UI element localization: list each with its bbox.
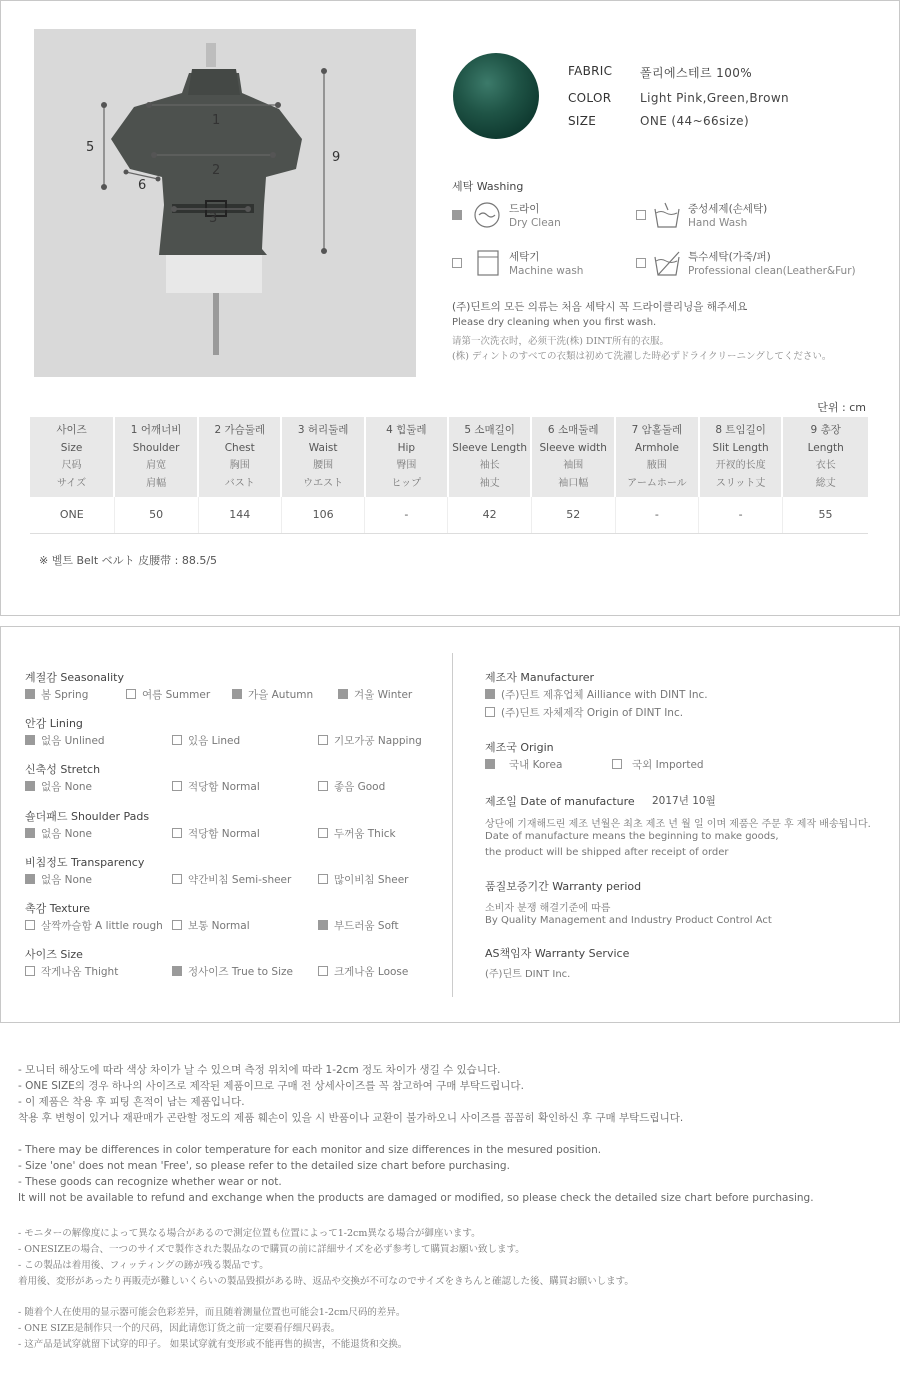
checkbox [338, 689, 348, 699]
notice-ko-line: - 모니터 해상도에 따라 색상 차이가 날 수 있으며 측정 위치에 따라 1-2cm 정도 차이가 생길 수 있습니다. [18, 1064, 501, 1076]
manufacturer-title: 제조자 Manufacturer [485, 671, 595, 684]
option-label: 봄 Spring [41, 689, 89, 701]
wash-item-en: Dry Clean [509, 217, 561, 229]
header-line: 胸围 [229, 460, 250, 471]
size-unit: 단위 : cm [817, 401, 866, 414]
product-photo [34, 29, 416, 377]
option-label: 부드러움 Soft [334, 920, 399, 932]
professional-clean-checkbox [636, 258, 646, 268]
size-table-header [30, 417, 868, 497]
column-divider [452, 653, 453, 997]
option-label: 국내 Korea [509, 759, 563, 771]
table-cell: - [699, 497, 783, 533]
attribute-option [318, 918, 399, 933]
dry-clean-checkbox [452, 210, 462, 220]
header-line: Armhole [634, 441, 679, 454]
wash-note-cn: 请第一次洗衣时，必须干洗(株) DINT所有的衣服。 [452, 336, 669, 347]
option-label: 적당함 Normal [188, 827, 260, 840]
option-label: 있음 Lined [188, 735, 241, 748]
manufacture-date-line: Date of manufacture means the beginning to make goods, [485, 831, 779, 842]
option-label: 살짝까슬함 A little rough [41, 920, 163, 932]
attribute-option [172, 964, 293, 979]
fabric-label: FABRIC [568, 64, 613, 78]
attribute-option [126, 687, 210, 702]
notice-ko-line: - 이 제품은 착용 후 피팅 흔적이 남는 제품입니다. [18, 1096, 245, 1108]
attribute-option [338, 687, 412, 702]
wash-item-ko: 드라이 [509, 203, 540, 215]
header-line: Shoulder [132, 441, 180, 454]
as-service-value: (주)딘트 DINT Inc. [485, 969, 571, 980]
attribute-option [172, 826, 260, 841]
wash-item-en: Machine wash [509, 265, 584, 277]
header-line: 腋围 [646, 460, 667, 471]
attribute-option [25, 687, 88, 702]
checkbox [25, 735, 35, 745]
notice-jp-line: 着用後、変形があったり再販売が難しいくらいの製品毀損がある時、返品や交換が不可なのでサイズをきちんと確認した後、購買お願いします。 [18, 1276, 634, 1287]
header-line: サイズ [56, 477, 87, 489]
notice-ko-line: - ONE SIZE의 경우 하나의 사이즈로 제작된 제품이므로 구매 전 상세사이즈를 꼭 참고하여 구매 부탁드립니다. [18, 1080, 524, 1092]
attribute-title: 신축성 Stretch [25, 763, 101, 777]
machine-wash-checkbox [452, 258, 462, 268]
attribute-title: 계절감 Seasonality [25, 671, 124, 684]
header-line: Sleeve Length [452, 441, 527, 454]
option-label: (주)딘트 자체제작 Origin of DINT Inc. [501, 707, 684, 719]
checkbox [25, 874, 35, 884]
attribute-option [232, 687, 313, 702]
header-line: 1 어깨너비 [130, 424, 182, 436]
checkbox [25, 781, 35, 791]
size-table-header-cell [448, 417, 532, 497]
notice-cn-line: - 随着个人在使用的显示器可能会色彩差异，而且随着测量位置也可能会1-2cm尺码的差异。 [18, 1307, 406, 1318]
notice-cn-line: - 这产品是试穿就留下试穿的印子。 如果试穿就有变形或不能再售的损害，不能退货和交换。 [18, 1339, 408, 1350]
checkbox [25, 920, 35, 930]
option-label: 두꺼움 Thick [334, 827, 396, 840]
wash-item-hand-wash [688, 202, 767, 230]
header-line: 사이즈 [56, 424, 87, 436]
option-label: 좋음 Good [334, 781, 386, 794]
notice-jp-line: - ONESIZEの場合、一つのサイズで製作された製品なので購買の前に詳細サイズを必ず参考して購買お願い致します。 [18, 1244, 525, 1255]
header-line: 7 암홀둘레 [631, 424, 683, 436]
option-label: 많이비침 Sheer [334, 873, 409, 886]
hand-wash-icon [652, 201, 682, 229]
header-line: 开衩的长度 [715, 460, 766, 471]
wash-item-en: Professional clean(Leather&Fur) [688, 265, 856, 277]
warranty-line: By Quality Management and Industry Product Control Act [485, 915, 772, 926]
checkbox [485, 689, 495, 699]
professional-clean-icon [652, 249, 682, 277]
header-line: 腰围 [313, 460, 334, 471]
checkbox [25, 966, 35, 976]
measure-label-5: 5 [86, 140, 95, 155]
checkbox [485, 707, 495, 717]
manufacture-date-title: 제조일 Date of manufacture [485, 795, 635, 808]
manufacturer-option-origin [485, 705, 683, 720]
measure-label-6: 6 [138, 178, 147, 193]
attribute-title: 숄더패드 Shoulder Pads [25, 809, 150, 823]
option-label: 없음 None [41, 827, 93, 840]
checkbox [318, 828, 328, 838]
header-line: Sleeve width [539, 441, 607, 454]
wash-item-ko: 중성세제(손세탁) [688, 203, 768, 215]
checkbox [172, 735, 182, 745]
option-label: 없음 None [41, 781, 93, 794]
measure-label-9: 9 [332, 150, 341, 165]
header-line: Chest [224, 441, 255, 454]
checkbox [25, 828, 35, 838]
attribute-option [25, 918, 163, 933]
attribute-option [318, 872, 408, 887]
table-cell: 55 [782, 497, 868, 533]
size-table [30, 417, 868, 534]
header-line: 2 가슴둘레 [214, 424, 266, 436]
wash-note-ko: (주)딘트의 모든 의류는 처음 세탁시 꼭 드라이클리닝을 해주세요 [452, 301, 748, 313]
checkbox [485, 759, 495, 769]
header-line: Waist [308, 441, 338, 454]
origin-option-korea [485, 757, 562, 772]
attribute-option [25, 964, 118, 979]
checkbox [126, 689, 136, 699]
checkbox [318, 735, 328, 745]
header-line: 肩宽 [146, 460, 167, 471]
table-row [30, 497, 868, 533]
option-label: 국외 Imported [632, 759, 704, 771]
checkbox [172, 966, 182, 976]
hand-wash-checkbox [636, 210, 646, 220]
notice-en-line: - These goods can recognize whether wear or not. [18, 1176, 282, 1188]
header-line: 8 트임길이 [715, 424, 766, 436]
color-value: Light Pink,Green,Brown [640, 91, 790, 105]
attribute-option [25, 733, 105, 748]
checkbox [25, 689, 35, 699]
checkbox [172, 920, 182, 930]
checkbox [172, 781, 182, 791]
table-cell: - [615, 497, 699, 533]
manufacture-date-line: 상단에 기재해드린 제조 년월은 최초 제조 년 월 일 이며 제품은 주문 후 제작 배송됩니다. [485, 819, 871, 830]
manufacture-date-value: 2017년 10월 [652, 795, 716, 807]
table-cell: 50 [114, 497, 198, 533]
size-value: ONE (44~66size) [640, 114, 750, 128]
color-label: COLOR [568, 91, 612, 105]
wash-note-jp: (株) ディントのすべての衣類は初めて洗濯した時必ずドライクリーニングしてください。 [452, 351, 832, 362]
header-line: 総丈 [815, 477, 836, 489]
header-line: 4 힙둘레 [386, 424, 427, 436]
header-line: 袖丈 [479, 477, 500, 489]
checkbox [172, 874, 182, 884]
table-cell: 144 [198, 497, 281, 533]
attribute-option [25, 779, 92, 794]
manufacturer-option-alliance [485, 687, 708, 702]
option-label: 크게나옴 Loose [334, 966, 409, 979]
header-line: ヒップ [391, 477, 422, 489]
checkbox [318, 920, 328, 930]
option-label: 기모가공 Napping [334, 735, 422, 748]
size-table-header-cell [782, 417, 868, 497]
header-line: 尺码 [61, 460, 82, 471]
notice-jp-line: - この製品は着用後、フィッティングの跡が残る製品です。 [18, 1260, 269, 1271]
header-line: Size [60, 441, 83, 454]
attribute-option [172, 918, 250, 933]
header-line: 袖长 [479, 460, 500, 471]
checkbox [232, 689, 242, 699]
checkbox [612, 759, 622, 769]
wash-item-ko: 세탁기 [509, 251, 540, 263]
fabric-value: 폴리에스테르 100% [640, 66, 753, 80]
option-label: 적당함 Normal [188, 781, 260, 794]
measure-label-1: 1 [212, 113, 221, 128]
attribute-option [318, 733, 422, 748]
attribute-option [318, 826, 396, 841]
wash-item-professional-clean [688, 250, 856, 278]
checkbox [318, 781, 328, 791]
wash-note-en: Please dry cleaning when you first wash. [452, 317, 657, 328]
wash-item-ko: 특수세탁(가죽/퍼) [688, 251, 771, 263]
washing-title: 세탁 Washing [452, 180, 524, 193]
size-table-header-cell [365, 417, 448, 497]
product-info-panel [0, 626, 900, 1023]
notice-cn-line: - ONE SIZE是制作只一个的尺码，因此请您订货之前一定要看仔细尺码表。 [18, 1323, 341, 1334]
option-label: 정사이즈 True to Size [188, 966, 293, 979]
header-line: バスト [224, 477, 255, 489]
wash-item-dry-clean [509, 202, 561, 230]
warranty-title: 품질보증기간 Warranty period [485, 880, 642, 893]
measurement-illustration [34, 29, 416, 377]
attribute-title: 사이즈 Size [25, 948, 83, 962]
notice-en-line: It will not be available to refund and exchange when the products are damaged or modified, so please check the detailed size chart before purchasing. [18, 1192, 814, 1204]
option-label: 가을 Autumn [248, 689, 314, 701]
header-line: ウエスト [303, 477, 344, 489]
header-line: 5 소매길이 [464, 424, 515, 436]
option-label: (주)딘트 제휴업체 Ailliance with DINT Inc. [501, 689, 708, 701]
table-cell: 52 [531, 497, 615, 533]
option-label: 여름 Summer [142, 689, 211, 701]
header-line: 9 총장 [810, 424, 841, 436]
dry-clean-icon [473, 201, 501, 229]
header-line: スリット丈 [715, 477, 766, 489]
wash-item-machine-wash [509, 250, 583, 278]
notice-en-line: - Size 'one' does not mean 'Free', so please refer to the detailed size chart before purchasing. [18, 1160, 510, 1172]
option-label: 겨울 Winter [354, 689, 413, 701]
checkbox [318, 966, 328, 976]
origin-option-imported [612, 757, 704, 772]
measure-label-2: 2 [212, 163, 221, 178]
table-cell: ONE [30, 497, 114, 533]
header-line: 3 허리둘레 [297, 424, 349, 436]
attribute-option [172, 779, 260, 794]
option-label: 없음 None [41, 873, 93, 886]
attribute-title: 촉감 Texture [25, 902, 91, 915]
header-line: Slit Length [712, 441, 769, 454]
checkbox [318, 874, 328, 884]
manufacture-date-line: the product will be shipped after receipt of order [485, 847, 729, 858]
size-table-header-cell [281, 417, 364, 497]
header-line: Hip [397, 441, 416, 454]
header-line: アームホール [627, 477, 687, 489]
notice-ko-line: 착용 후 변형이 있거나 재판매가 곤란할 정도의 제품 훼손이 있을 시 반품이나 교환이 불가하오니 사이즈를 꼼꼼히 확인하신 후 구매 부탁드립니다. [18, 1112, 684, 1124]
attribute-option [25, 826, 92, 841]
belt-note: ※ 벨트 Belt ベルト 皮腰带 : 88.5/5 [39, 554, 218, 567]
size-table-header-cell [30, 417, 114, 497]
warranty-line: 소비자 분쟁 해결기준에 따름 [485, 903, 611, 914]
attribute-option [318, 779, 385, 794]
attribute-option [172, 733, 240, 748]
attribute-option [25, 872, 92, 887]
header-line: 6 소매둘레 [547, 424, 599, 436]
header-line: 袖口幅 [558, 477, 589, 489]
as-service-title: AS책임자 Warranty Service [485, 947, 630, 960]
measure-label-3: 3 [209, 211, 218, 226]
header-line: 肩幅 [146, 477, 167, 489]
table-cell: 106 [281, 497, 364, 533]
notice-en-line: - There may be differences in color temperature for each monitor and size differences in the mesured position. [18, 1144, 602, 1156]
option-label: 약간비침 Semi-sheer [188, 873, 292, 886]
origin-title: 제조국 Origin [485, 741, 554, 754]
option-label: 없음 Unlined [41, 735, 105, 748]
notice-jp-line: - モニターの解像度によって異なる場合があるので測定位置も位置によって1-2cm異なる場合が御座います。 [18, 1228, 481, 1239]
fabric-swatch [453, 53, 539, 139]
attribute-title: 비침정도 Transparency [25, 855, 145, 869]
option-label: 보통 Normal [188, 920, 250, 932]
checkbox [172, 828, 182, 838]
product-detail-panel [0, 0, 900, 616]
size-table-header-cell [198, 417, 281, 497]
attribute-title: 안감 Lining [25, 717, 83, 731]
header-line: 袖围 [563, 460, 584, 471]
header-line: 臀围 [396, 460, 417, 471]
size-table-header-cell [699, 417, 783, 497]
table-cell: 42 [448, 497, 532, 533]
header-line: Length [807, 441, 844, 454]
size-label: SIZE [568, 114, 597, 128]
wash-item-en: Hand Wash [688, 217, 748, 229]
table-cell: - [365, 497, 448, 533]
header-line: 衣长 [815, 460, 836, 471]
size-table-header-cell [615, 417, 699, 497]
size-table-header-cell [531, 417, 615, 497]
machine-wash-icon [475, 249, 501, 277]
option-label: 작게나옴 Thight [41, 966, 119, 979]
attribute-option [318, 964, 408, 979]
size-table-header-cell [114, 417, 198, 497]
attribute-option [172, 872, 291, 887]
